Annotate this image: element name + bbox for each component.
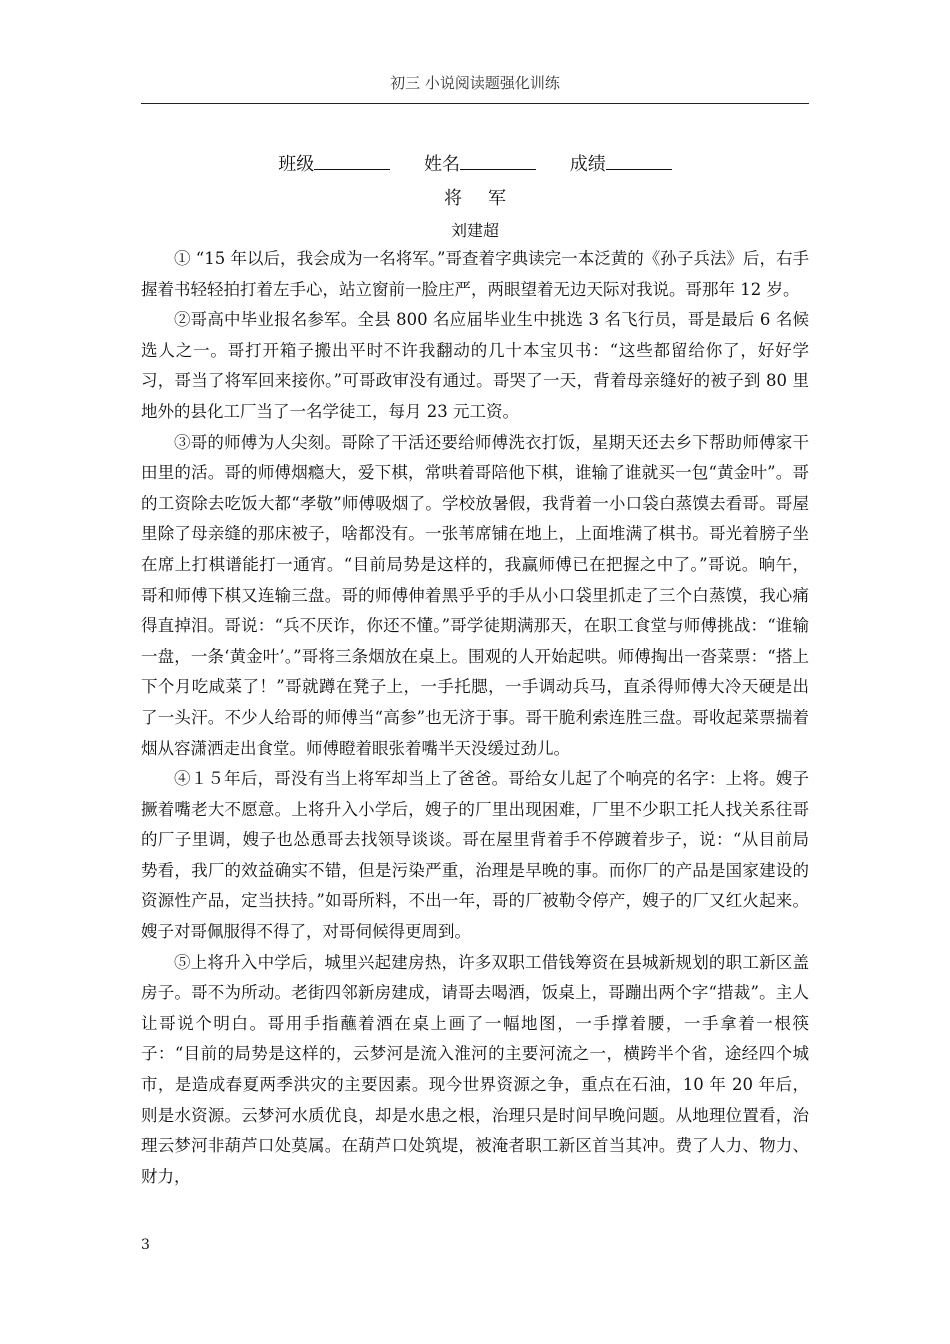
story-author: 刘建超: [450, 221, 499, 240]
page-header: 初三 小说阅读题强化训练: [390, 74, 560, 92]
name-field: [424, 150, 536, 176]
story-body: [141, 244, 809, 1192]
class-field: [278, 150, 390, 176]
paragraph-5: ⑤上将升入中学后，城里兴起建房热，许多双职工借钱筹资在县城新规划的职工新区盖房子。哥不为所动。老街四邻新房建成，请哥去喝酒，饭桌上，哥蹦出两个字“措裁”。主人让哥说个明白。哥用手指蘸着酒在桌上画了一幅地图，一手撑着腰，一手拿着一根筷子：“目前的局势是这样的，云梦河是流入淮河的主要河流之一，横跨半个省，途经四个城市，是造成春夏两季洪灾的主要因素。现今世界资源之争，重点在石油，10 年 20 年后，则是水资源。云梦河水质优良，却是水患之根，治理只是时间早晚问题。从地理位置看，治理云梦河非葫芦口处莫属。在葫芦口处筑堤，被淹者职工新区首当其冲。费了人力、物力、财力，: [141, 952, 809, 1186]
score-field: [570, 150, 672, 176]
score-label: 成绩: [569, 154, 606, 175]
student-info-line: [0, 150, 950, 176]
page-number: 3: [141, 1237, 150, 1253]
paragraph-4: ④１５年后，哥没有当上将军却当上了爸爸。哥给女儿起了个响亮的名字：上将。嫂子撅着嘴老大不愿意。上将升入小学后，嫂子的厂里出现困难，厂里不少职工托人找关系往哥的厂子里调，嫂子也怂恿哥去找领导谈谈。哥在屋里背着手不停踱着步子，说：“从目前局势看，我厂的效益确实不错，但是污染严重，治理是早晚的事。而你厂的产品是国家建设的资源性产品，定当扶持。”如哥所料，不出一年，哥的厂被勒令停产，嫂子的厂又红火起来。嫂子对哥佩服得不得了，对哥伺候得更周到。: [141, 769, 809, 942]
paragraph-2: ②哥高中毕业报名参军。全县 800 名应届毕业生中挑选 3 名飞行员，哥是最后 6 名候选人之一。哥打开箱子搬出平时不许我翻动的几十本宝贝书：“这些都留给你了，好好学习，哥当了将军回来接你。”可哥政审没有通过。哥哭了一天，背着母亲缝好的被子到 80 里地外的县化工厂当了一名学徒工，每月 23 元工资。: [141, 310, 809, 421]
paragraph-3: ③哥的师傅为人尖刻。哥除了干活还要给师傅洗衣打饭，星期天还去乡下帮助师傅家干田里的活。哥的师傅烟瘾大，爱下棋，常哄着哥陪他下棋，谁输了谁就买一包“黄金叶”。哥的工资除去吃饭大都“孝敬”师傅吸烟了。学校放暑假，我背着一小口袋白蒸馍去看哥。哥屋里除了母亲缝的那床被子，啥都没有。一张苇席铺在地上，上面堆满了棋书。哥光着膀子坐在席上打棋谱能打一通宵。“目前局势是这样的，我赢师傅已在把握之中了。”哥说。晌午，哥和师傅下棋又连输三盘。哥的师傅伸着黑乎乎的手从小口袋里抓走了三个白蒸馍，我心痛得直掉泪。哥说：“兵不厌诈，你还不懂。”哥学徒期满那天，在职工食堂与师傅挑战：“谁输一盘，一条‘黄金叶’。”哥将三条烟放在桌上。围观的人开始起哄。师傅掏出一沓菜票：“搭上下个月吃咸菜了！”哥就蹲在凳子上，一手托腮，一手调动兵马，直杀得师傅大冷天硬是出了一头汗。不少人给哥的师傅当“高参”也无济于事。哥干脆利索连胜三盘。哥收起菜票揣着烟从容潇洒走出食堂。师傅瞪着眼张着嘴半天没缓过劲儿。: [141, 432, 809, 758]
class-blank[interactable]: [314, 153, 390, 170]
name-blank[interactable]: [460, 153, 536, 170]
story-title: 将军: [444, 188, 532, 209]
paragraph-1: ① “15 年以后，我会成为一名将军。”哥查着字典读完一本泛黄的《孙子兵法》后，右手握着书轻轻拍打着左手心，站立窗前一脸庄严，两眼望着无边天际对我说。哥那年 12 岁。: [141, 249, 809, 299]
class-label: 班级: [278, 154, 315, 175]
header-divider: [141, 103, 809, 104]
name-label: 姓名: [424, 154, 460, 175]
score-blank[interactable]: [606, 153, 672, 170]
